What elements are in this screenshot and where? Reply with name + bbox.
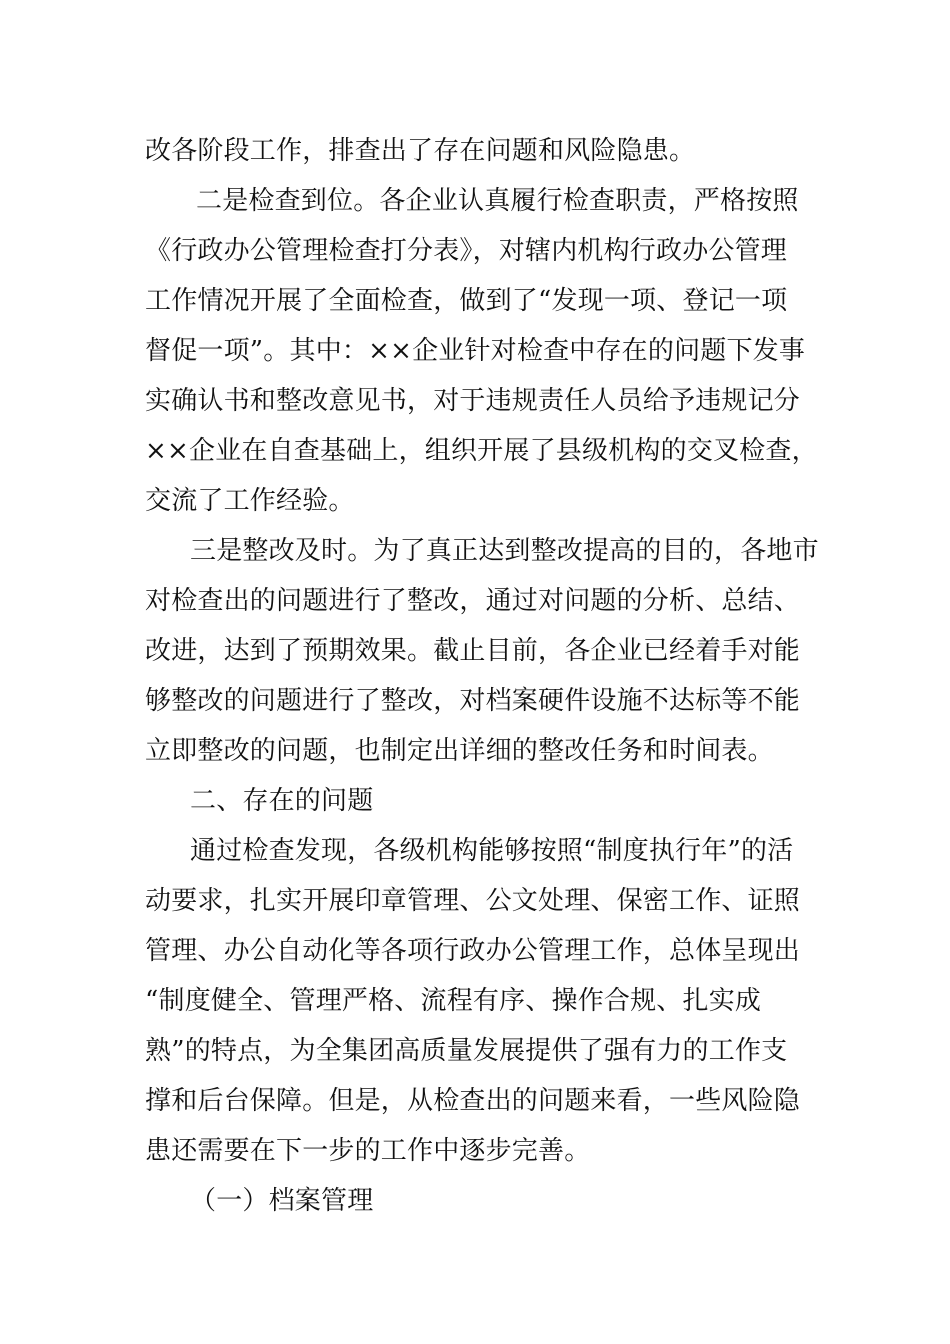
text-line: 改进，达到了预期效果。截止目前，各企业已经着手对能	[145, 636, 801, 666]
text-line: “制度健全、管理严格、流程有序、操作合规、扎实成	[145, 986, 762, 1016]
text-line: 《行政办公管理检查打分表》，对辖内机构行政办公管理	[145, 236, 788, 266]
text-line: 交流了工作经验。	[145, 486, 355, 516]
text-line: 够整改的问题进行了整改，对档案硬件设施不达标等不能	[145, 686, 801, 716]
text-line: ××企业在自查基础上，组织开展了县级机构的交叉检查，	[145, 436, 818, 466]
text-line: 熟”的特点，为全集团高质量发展提供了强有力的工作支	[145, 1036, 788, 1066]
text-line: 患还需要在下一步的工作中逐步完善。	[145, 1136, 591, 1166]
text-line: 对检查出的问题进行了整改，通过对问题的分析、总结、	[145, 586, 801, 616]
text-line: 改各阶段工作，排查出了存在问题和风险隐患。	[145, 136, 696, 166]
section-heading: 二、存在的问题	[190, 786, 374, 816]
text-line: 工作情况开展了全面检查，做到了“发现一项、登记一项	[145, 286, 788, 316]
text-line: 督促一项”。其中：××企业针对检查中存在的问题下发事	[145, 336, 806, 366]
text-line: 撑和后台保障。但是，从检查出的问题来看，一些风险隐	[145, 1086, 801, 1116]
text-line: 实确认书和整改意见书，对于违规责任人员给予违规记分	[145, 386, 801, 416]
text-line: 管理、办公自动化等各项行政办公管理工作，总体呈现出	[145, 936, 801, 966]
text-line: 三是整改及时。为了真正达到整改提高的目的，各地市	[190, 536, 819, 566]
text-line: 通过检查发现，各级机构能够按照“制度执行年”的活	[190, 836, 794, 866]
text-line: 动要求，扎实开展印章管理、公文处理、保密工作、证照	[145, 886, 801, 916]
text-line: 二是检查到位。各企业认真履行检查职责，严格按照	[196, 186, 799, 216]
text-line: 立即整改的问题，也制定出详细的整改任务和时间表。	[145, 736, 774, 766]
subsection-heading: （一）档案管理	[190, 1186, 374, 1216]
